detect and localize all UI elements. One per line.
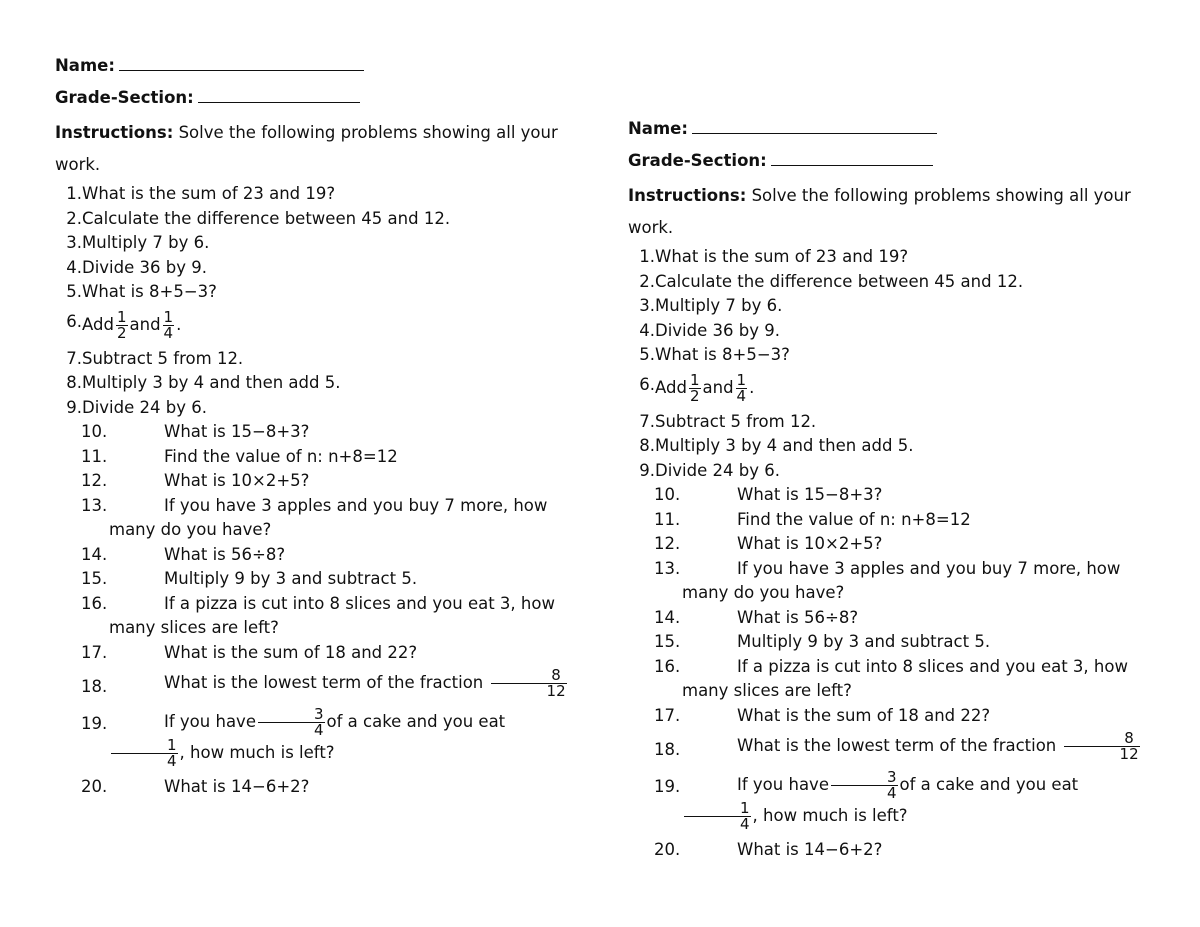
problem-2: 2. Calculate the difference between 45 and 12. (66, 208, 451, 228)
problem-14: 14. What is 56÷8? (81, 544, 286, 564)
problem-7: 7. Subtract 5 from 12. (66, 348, 244, 368)
problem-19: 19. If you have $\frac{3}{4}$ of a cake and you eat $\frac{1}{4}$ , how much is left? (81, 705, 506, 770)
problem-13: 13. If you have 3 apples and you buy 7 more, how many do you have? (81, 495, 548, 539)
problem-1: 1. What is the sum of 23 and 19? (639, 247, 909, 266)
problem-17: 17. What is the sum of 18 and 22? (81, 642, 418, 662)
instructions-label: Instructions: (628, 186, 747, 205)
problem-7: 7. Subtract 5 from 12. (639, 411, 817, 431)
problem-15: 15. Multiply 9 by 3 and subtract 5. (654, 632, 991, 651)
fraction: $\frac{1}{4}$ (736, 370, 747, 405)
problem-11: 11. Find the value of n: n+8=12 (81, 446, 398, 466)
fraction: $\frac{8}{12}$ (1064, 731, 1140, 762)
problem-list (628, 245, 1148, 863)
grade-section-field (55, 85, 575, 117)
problem-list (55, 182, 575, 800)
problem-13: 13. If you have 3 apples and you buy 7 more, how many do you have? (654, 558, 1121, 602)
problem-12: 12. What is 10×2+5? (654, 534, 883, 553)
problem-12: 12. What is 10×2+5? (81, 471, 310, 490)
problem-2: 2. Calculate the difference between 45 and 12. (639, 271, 1024, 291)
problem-9: 9. Divide 24 by 6. (66, 397, 207, 417)
name-blank[interactable] (119, 53, 364, 71)
instructions-label: Instructions: (55, 123, 174, 142)
problem-20: 20. What is 14−6+2? (654, 840, 883, 859)
worksheet-left (55, 53, 575, 800)
name-field (55, 53, 575, 85)
instructions (55, 117, 575, 180)
fraction: $\frac{1}{2}$ (116, 307, 127, 342)
fraction: $\frac{1}{4}$ (111, 738, 178, 769)
problem-14: 14. What is 56÷8? (654, 607, 859, 627)
name-field (628, 116, 1148, 148)
grade-section-blank[interactable] (771, 148, 933, 166)
problem-3: 3. Multiply 7 by 6. (66, 233, 210, 252)
fraction: $\frac{1}{4}$ (163, 307, 174, 342)
worksheet-right (628, 116, 1148, 863)
problem-20: 20. What is 14−6+2? (81, 777, 310, 796)
problem-19: 19. If you have $\frac{3}{4}$ of a cake and you eat $\frac{1}{4}$ , how much is left? (654, 768, 1079, 833)
grade-section-label: Grade-Section: (628, 151, 767, 170)
instructions (628, 180, 1148, 243)
problem-5: 5. What is 8+5−3? (639, 345, 790, 364)
problem-6: 6. Add $\frac{1}{2}$ and $\frac{1}{4}$ . (66, 307, 182, 342)
problem-8: 8. Multiply 3 by 4 and then add 5. (66, 373, 341, 392)
problem-1: 1. What is the sum of 23 and 19? (66, 184, 336, 203)
problem-18: 18. What is the lowest term of the fraction $\frac{8}{12}$ (81, 666, 566, 700)
grade-section-label: Grade-Section: (55, 88, 194, 107)
problem-10: 10. What is 15−8+3? (81, 422, 310, 441)
problem-15: 15. Multiply 9 by 3 and subtract 5. (81, 569, 418, 588)
name-label: Name: (55, 56, 115, 75)
instructions-text: Solve the following problems showing all your work. (628, 186, 1131, 237)
fraction: $\frac{1}{4}$ (684, 801, 751, 832)
fraction: $\frac{3}{4}$ (258, 707, 325, 738)
problem-16: 16. If a pizza is cut into 8 slices and you eat 3, how many slices are left? (654, 656, 1128, 700)
problem-4: 4. Divide 36 by 9. (66, 257, 207, 277)
problem-10: 10. What is 15−8+3? (654, 485, 883, 504)
problem-5: 5. What is 8+5−3? (66, 282, 217, 301)
problem-3: 3. Multiply 7 by 6. (639, 296, 783, 315)
problem-4: 4. Divide 36 by 9. (639, 320, 780, 340)
fraction: $\frac{1}{2}$ (689, 370, 700, 405)
grade-section-field (628, 148, 1148, 180)
problem-6: 6. Add $\frac{1}{2}$ and $\frac{1}{4}$ . (639, 370, 755, 405)
grade-section-blank[interactable] (198, 85, 360, 103)
problem-17: 17. What is the sum of 18 and 22? (654, 705, 991, 725)
name-label: Name: (628, 119, 688, 138)
problem-11: 11. Find the value of n: n+8=12 (654, 509, 971, 529)
problem-18: 18. What is the lowest term of the fraction $\frac{8}{12}$ (654, 729, 1139, 763)
fraction: $\frac{8}{12}$ (491, 668, 567, 699)
problem-9: 9. Divide 24 by 6. (639, 460, 780, 480)
problem-16: 16. If a pizza is cut into 8 slices and you eat 3, how many slices are left? (81, 593, 555, 637)
problem-8: 8. Multiply 3 by 4 and then add 5. (639, 436, 914, 455)
instructions-text: Solve the following problems showing all your work. (55, 123, 558, 174)
fraction: $\frac{3}{4}$ (831, 770, 898, 801)
name-blank[interactable] (692, 116, 937, 134)
